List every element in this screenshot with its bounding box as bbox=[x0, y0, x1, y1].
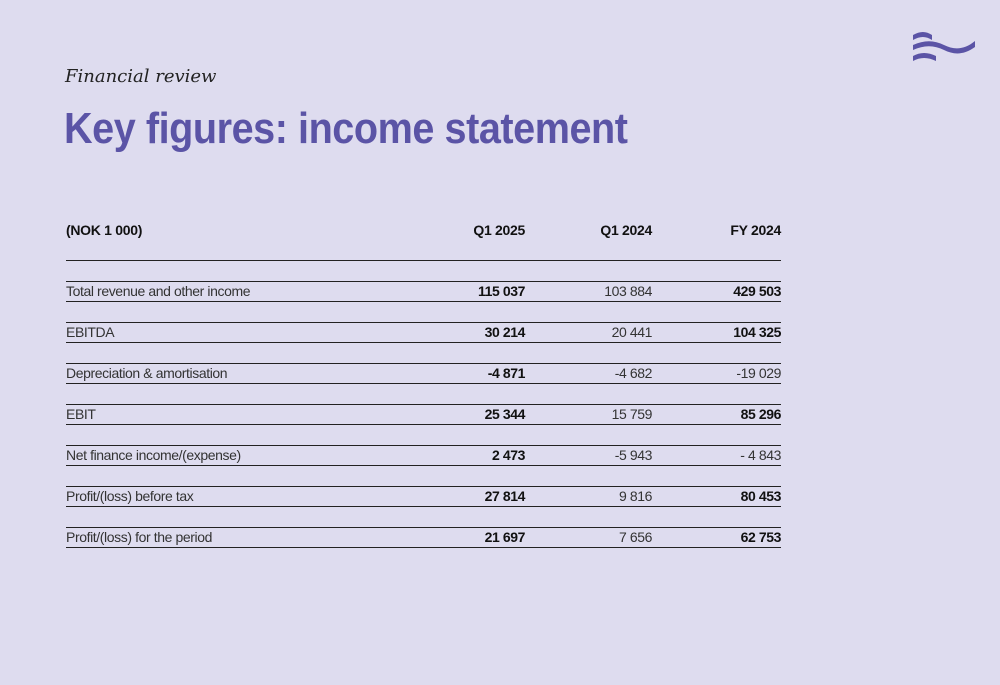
value-fy-2024: 80 453 bbox=[740, 488, 781, 504]
column-header-fy-2024: FY 2024 bbox=[730, 222, 781, 238]
value-fy-2024: 429 503 bbox=[733, 283, 781, 299]
value-q1-2025: -4 871 bbox=[487, 365, 525, 381]
value-q1-2025: 25 344 bbox=[484, 406, 525, 422]
value-q1-2024: 103 884 bbox=[604, 283, 652, 299]
row-label: Total revenue and other income bbox=[66, 283, 251, 299]
value-q1-2024: 15 759 bbox=[611, 406, 652, 422]
value-fy-2024: 62 753 bbox=[740, 529, 781, 545]
value-q1-2025: 27 814 bbox=[484, 488, 525, 504]
row-label: EBIT bbox=[66, 406, 96, 422]
value-fy-2024: - 4 843 bbox=[740, 447, 781, 463]
value-q1-2024: 9 816 bbox=[618, 488, 652, 504]
table-body bbox=[66, 281, 781, 548]
value-q1-2024: -5 943 bbox=[614, 447, 652, 463]
value-q1-2025: 21 697 bbox=[484, 529, 525, 545]
waves-logo-icon bbox=[912, 31, 976, 65]
row-label: EBITDA bbox=[66, 324, 115, 340]
value-q1-2025: 115 037 bbox=[477, 283, 525, 299]
value-q1-2025: 30 214 bbox=[484, 324, 525, 340]
row-label: Profit/(loss) for the period bbox=[66, 529, 212, 545]
table-row bbox=[66, 281, 781, 302]
value-q1-2024: 20 441 bbox=[611, 324, 652, 340]
section-subtitle: Financial review bbox=[65, 66, 217, 87]
value-q1-2024: 7 656 bbox=[618, 529, 652, 545]
table-row bbox=[66, 486, 781, 507]
value-fy-2024: 104 325 bbox=[733, 324, 781, 340]
row-label: Depreciation & amortisation bbox=[66, 365, 228, 381]
value-fy-2024: -19 029 bbox=[736, 365, 781, 381]
table-row bbox=[66, 445, 781, 466]
value-fy-2024: 85 296 bbox=[740, 406, 781, 422]
table-row bbox=[66, 363, 781, 384]
value-q1-2024: -4 682 bbox=[614, 365, 652, 381]
table-row bbox=[66, 404, 781, 425]
row-label: Profit/(loss) before tax bbox=[66, 488, 194, 504]
table-header-row bbox=[66, 210, 781, 261]
table-row bbox=[66, 527, 781, 548]
row-label: Net finance income/(expense) bbox=[66, 447, 241, 463]
income-statement-table bbox=[66, 210, 781, 568]
table-row bbox=[66, 322, 781, 343]
value-q1-2025: 2 473 bbox=[491, 447, 525, 463]
page-title: Key figures: income statement bbox=[64, 104, 628, 153]
column-header-unit: (NOK 1 000) bbox=[66, 222, 143, 238]
column-header-q1-2024: Q1 2024 bbox=[600, 222, 652, 238]
column-header-q1-2025: Q1 2025 bbox=[473, 222, 525, 238]
